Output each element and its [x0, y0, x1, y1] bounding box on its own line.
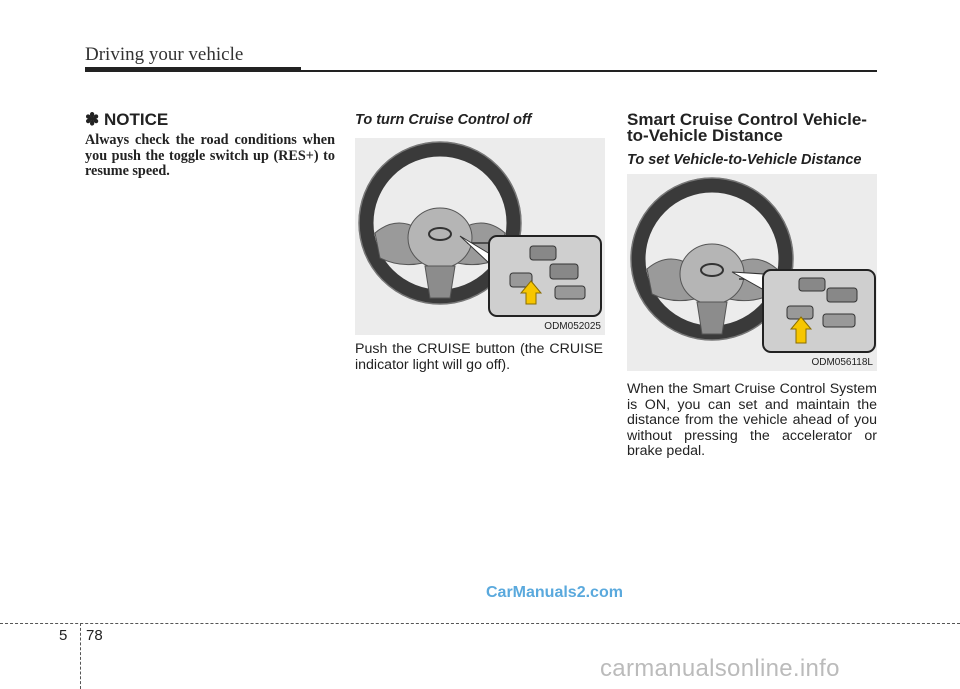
page-number: 78 — [86, 627, 103, 644]
figure-code: ODM056118L — [811, 357, 873, 368]
smart-cruise-text: When the Smart Cruise Control System is ON, you can set and maintain the distance from the vehicle ahead of you without pressing the accelerator or brake pedal. — [627, 381, 877, 459]
watermark-logo[interactable]: CarManuals2.com — [486, 584, 623, 601]
header-rule-thin — [301, 70, 877, 72]
notice-body: Always check the road conditions when you push the toggle switch up (RES+) to resume speed. — [85, 132, 335, 179]
footer-divider — [0, 623, 960, 624]
site-watermark: carmanualsonline.info — [600, 655, 840, 682]
cruise-off-heading: To turn Cruise Control off — [355, 112, 532, 128]
smart-cruise-figure — [627, 174, 877, 371]
smart-cruise-heading: To set Vehicle-to-Vehicle Distance — [627, 152, 862, 168]
smart-cruise-title: Smart Cruise Control Vehicle-to-Vehicle Distance — [627, 110, 867, 145]
header-rule-thick — [85, 67, 301, 72]
steering-wheel-illustration — [355, 138, 605, 335]
cruise-off-figure — [355, 138, 605, 335]
steering-wheel-illustration — [627, 174, 877, 371]
chapter-number: 5 — [59, 627, 68, 644]
notice-title: ✽ NOTICE — [85, 110, 169, 129]
cruise-off-text: Push the CRUISE button (the CRUISE indicator light will go off). — [355, 341, 603, 373]
figure-code: ODM052025 — [544, 321, 601, 332]
page-header-title: Driving your vehicle — [85, 44, 244, 65]
footer-divider-vertical — [80, 623, 81, 689]
